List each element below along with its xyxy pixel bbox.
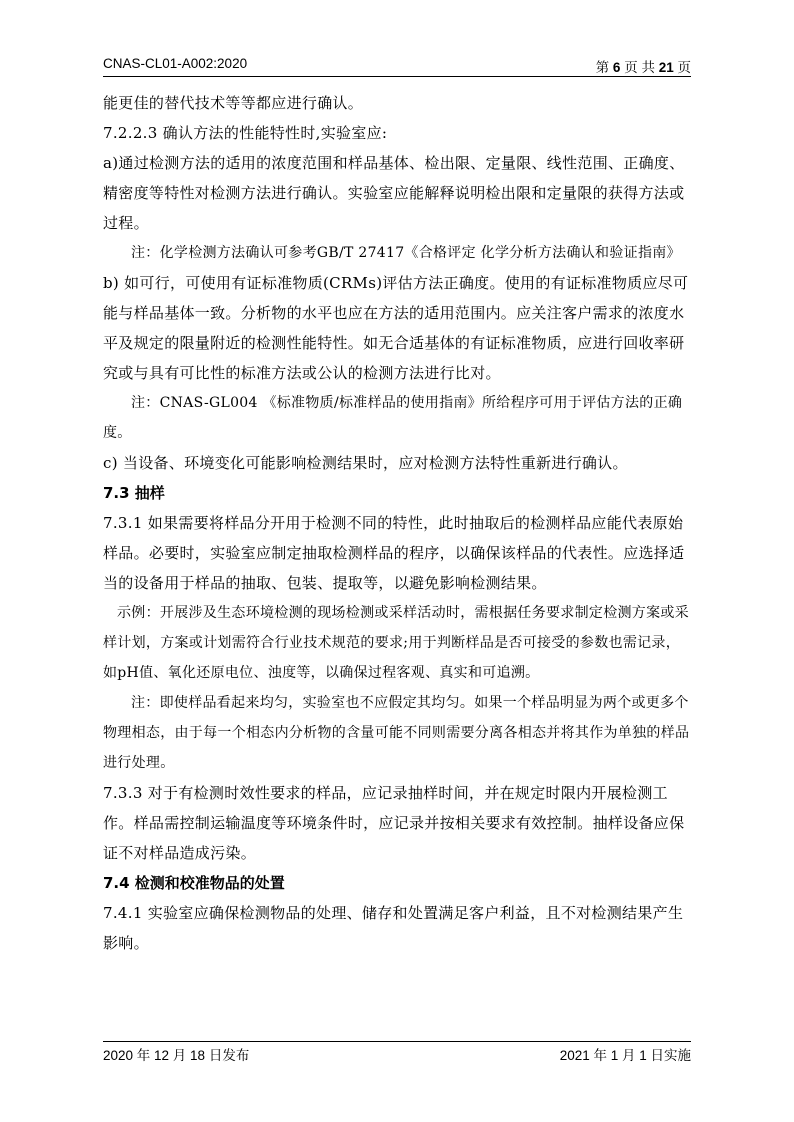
page-footer bbox=[103, 1044, 691, 1066]
note: 注：化学检测方法确认可参考GB/T 27417《合格评定 化学分析方法确认和验证指南》 bbox=[131, 245, 681, 261]
section-heading-7-4: 7.4 检测和校准物品的处置 bbox=[103, 874, 285, 892]
header-divider bbox=[103, 76, 691, 77]
page-number-indicator bbox=[596, 56, 691, 76]
paragraph: 能更佳的替代技术等等都应进行确认。 bbox=[103, 94, 364, 112]
note: 注：即使样品看起来均匀，实验室也不应假定其均匀。如果一个样品明显为两个或更多个物理相态，由于每一个相态内分析物的含量可能不同则需要分离各相态并将其作为单独的样品进行处理。 bbox=[103, 695, 690, 771]
clause-7-3-1: 7.3.1 如果需要将样品分开用于检测不同的特性，此时抽取后的检测样品应能代表原始样品。必要时，实验室应制定抽取检测样品的程序，以确保该样品的代表性。应选择适当的设备用于样品的抽取、包装、提取等，以避免影响检测结果。 bbox=[103, 514, 685, 592]
document-code: CNAS-CL01-A002:2020 bbox=[103, 56, 248, 71]
clause-7-2-2-3: 7.2.2.3 确认方法的性能特性时,实验室应: bbox=[103, 124, 388, 142]
item-b: b) 如可行，可使用有证标准物质(CRMs)评估方法正确度。使用的有证标准物质应尽可能与样品基体一致。分析物的水平也应在方法的适用范围内。应关注客户需求的浓度水平及规定的限量附近的检测性能特性。如无合适基体的有证标准物质，应进行回收率研究或与具有可比性的标准方法或公认的检测方法进行比对。 bbox=[103, 274, 689, 382]
section-heading-7-3: 7.3 抽样 bbox=[103, 484, 165, 502]
page-prefix: 第 bbox=[595, 60, 613, 75]
total-pages: 21 bbox=[658, 60, 674, 75]
effective-date: 2021 年 1 月 1 日实施 bbox=[559, 1048, 691, 1063]
issue-date: 2020 年 12 月 18 日发布 bbox=[103, 1048, 250, 1063]
item-c: c) 当设备、环境变化可能影响检测结果时，应对检测方法特性重新进行确认。 bbox=[103, 454, 628, 472]
page-mid: 页 共 bbox=[620, 60, 659, 75]
example: 示例：开展涉及生态环境检测的现场检测或采样活动时，需根据任务要求制定检测方案或采样计划，方案或计划需符合行业技术规范的要求;用于判断样品是否可接受的参数也需记录，如pH值、氧化还原电位、浊度等，以确保过程客观、真实和可追溯。 bbox=[103, 605, 689, 681]
page-body bbox=[103, 88, 693, 958]
current-page: 6 bbox=[612, 60, 621, 75]
item-a: a)通过检测方法的适用的浓度范围和样品基体、检出限、定量限、线性范围、正确度、精密度等特性对检测方法进行确认。实验室应能解释说明检出限和定量限的获得方法或过程。 bbox=[103, 154, 685, 232]
footer-divider bbox=[103, 1041, 691, 1042]
clause-7-4-1: 7.4.1 实验室应确保检测物品的处理、储存和处置满足客户利益，且不对检测结果产生影响。 bbox=[103, 904, 684, 952]
page-suffix: 页 bbox=[673, 60, 691, 75]
page-header bbox=[103, 52, 691, 74]
clause-7-3-3: 7.3.3 对于有检测时效性要求的样品，应记录抽样时间，并在规定时限内开展检测工作。样品需控制运输温度等环境条件时，应记录并按相关要求有效控制。抽样设备应保证不对样品造成污染。 bbox=[103, 784, 685, 862]
note: 注：CNAS-GL004 《标准物质/标准样品的使用指南》所给程序可用于评估方法的正确度。 bbox=[103, 395, 683, 441]
